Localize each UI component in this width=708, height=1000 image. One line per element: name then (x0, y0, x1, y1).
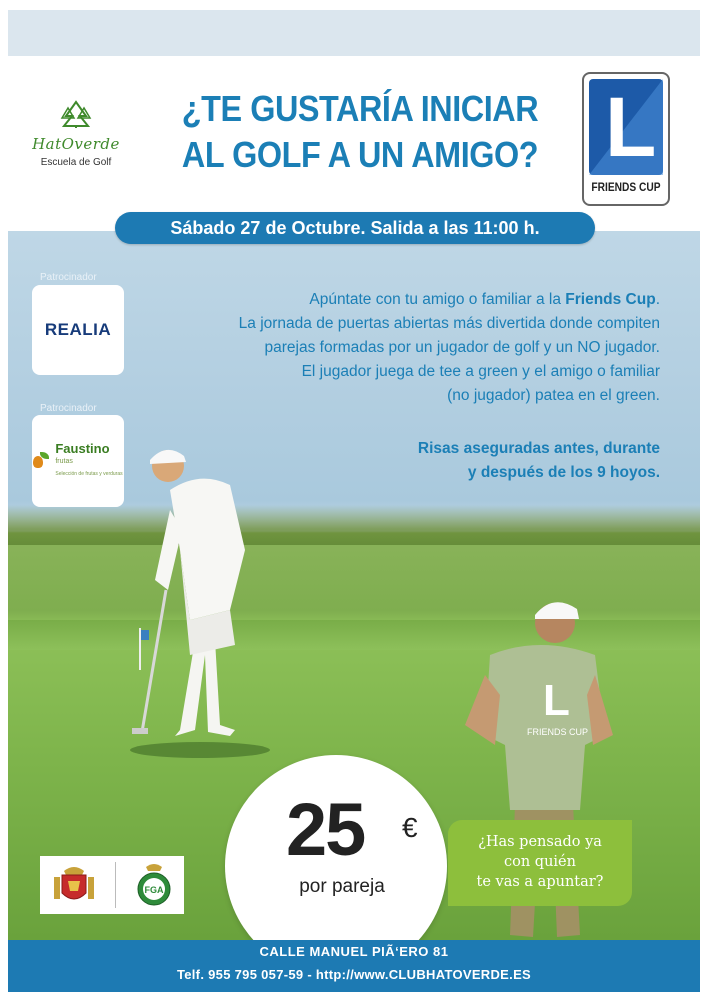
friends-cup-bold: Friends Cup (565, 291, 656, 308)
desc-line-1: Apúntate con tu amigo o familiar a la (309, 291, 566, 308)
page-title (171, 86, 549, 178)
fga-text: FGA (144, 885, 164, 895)
logo-brand: HatOverde (32, 135, 120, 153)
highlight-line-2: y después de los 9 hoyos. (467, 464, 660, 481)
faustino-tagline: Selección de frutas y verduras (55, 470, 123, 477)
faustino-name: Faustino (55, 440, 110, 456)
sponsor-faustino (32, 415, 124, 507)
price-currency: € (402, 812, 418, 843)
description-text (175, 288, 660, 408)
footer-address: CALLE MANUEL PIÃ‘ERO 81 (259, 944, 449, 959)
price-amount: 25 (286, 788, 365, 871)
logo-subtitle: Escuela de Golf (40, 157, 112, 168)
desc-line-1-end: . (655, 291, 660, 308)
event-date-banner: Sábado 27 de Octubre. Salida a las 11:00 h. (115, 212, 595, 244)
fc-label: FRIENDS CUP (591, 180, 661, 194)
highlight-line-1: Risas aseguradas antes, durante (417, 440, 660, 457)
sponsor-realia (32, 285, 124, 375)
tree-icon (30, 100, 122, 128)
fc-letter: L (605, 80, 657, 174)
top-band (8, 10, 700, 56)
federation-badges (40, 856, 184, 914)
sponsor-label-1: Patrocinador (40, 272, 97, 283)
fruit-icon (33, 452, 51, 470)
golfer-putting-figure (120, 430, 300, 760)
fga-crest-icon (132, 861, 176, 909)
realia-logo: REALIA (44, 320, 112, 339)
desc-line-4: El jugador juega de tee a green y el amigo o familiar (301, 363, 660, 380)
footer (8, 940, 700, 992)
hatoverde-logo (30, 100, 122, 170)
highlight-text (280, 437, 660, 485)
question-line-1: ¿Has pensado ya (478, 834, 602, 850)
l-plate-icon (589, 79, 663, 175)
faustino-logo (33, 442, 122, 481)
headline-line-1: ¿TE GUSTARÍA INICIAR (181, 88, 539, 129)
shirt-label: FRIENDS CUP (527, 727, 589, 737)
question-box (448, 820, 632, 906)
footer-contact: Telf. 955 795 057-59 - http://www.CLUBHATOVERDE.ES (176, 967, 532, 982)
desc-line-5: (no jugador) patea en el green. (447, 387, 660, 404)
badge-divider (115, 862, 116, 908)
bottom-margin (8, 992, 700, 1000)
question-line-2: con quién (504, 854, 576, 870)
spanish-federation-crest-icon (48, 861, 100, 909)
question-line-3: te vas a apuntar? (476, 874, 604, 890)
desc-line-3: parejas formadas por un jugador de golf y un NO jugador. (264, 339, 660, 356)
faustino-subname: frutas (55, 457, 73, 465)
price-per: por pareja (299, 876, 385, 897)
friends-cup-logo (582, 72, 670, 206)
shirt-letter: L (543, 676, 570, 725)
sponsor-label-2: Patrocinador (40, 403, 97, 414)
hedge (8, 505, 700, 545)
headline-line-2: AL GOLF A UN AMIGO? (181, 134, 539, 175)
desc-line-2: La jornada de puertas abiertas más divertida donde compiten (238, 315, 660, 332)
